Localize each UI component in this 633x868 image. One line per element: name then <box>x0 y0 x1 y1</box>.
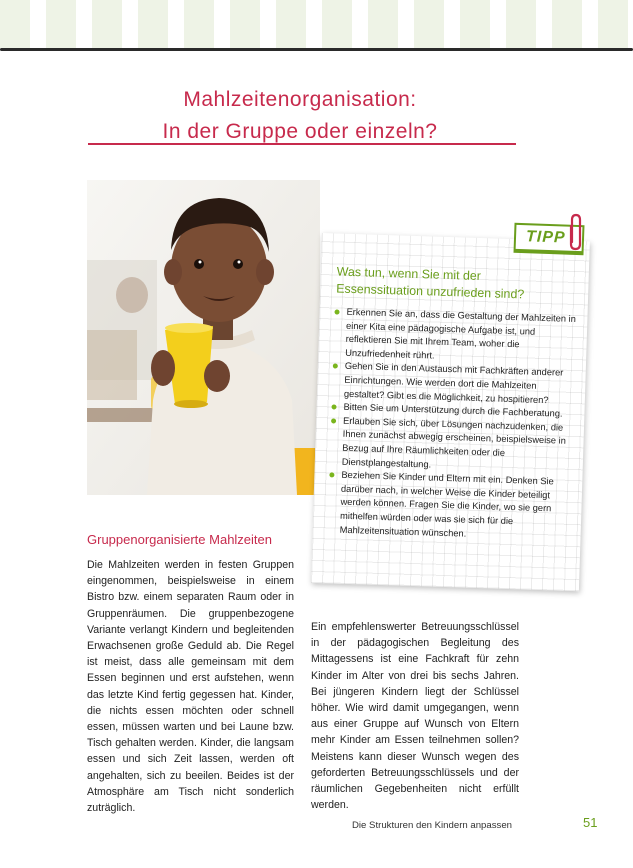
tip-question <box>336 263 577 305</box>
tip-list-item: Bitten Sie um Unterstützung durch die Fachberatung. <box>330 401 574 422</box>
title-underline <box>88 143 516 145</box>
page-title-line-1: Mahlzeitenorganisation: <box>183 88 417 111</box>
photo-child-drinking <box>87 180 320 495</box>
tip-list <box>326 305 577 544</box>
tip-question-line-2: Essenssituation unzufrieden sind? <box>336 281 525 302</box>
tip-badge: TIPP <box>513 223 584 255</box>
photo-child-drinking-icon <box>87 180 320 495</box>
tip-list-item: Gehen Sie in den Austausch mit Fachkräften anderer Einrichtungen. Wie werden dort die Mahlzeiten gestaltet? Gibt es die Möglichkeit, zu hospitieren? <box>331 360 576 408</box>
tip-list-item: Beziehen Sie Kinder und Eltern mit ein. Denken Sie darüber nach, in welcher Weise die Kinder beteiligt werden können. Fragen Sie die Kinder, wo sie gern mithelfen würden oder was sie sich für die Mahlzeitensituation wünschen. <box>326 468 572 544</box>
footer-chapter-title: Die Strukturen den Kindern anpassen <box>352 820 512 831</box>
body-paragraph-left: Die Mahlzeiten werden in festen Gruppen eingenommen, beispielsweise in einem Bistro bzw. einem separaten Raum oder in Gruppenräumen. Die gruppenbezogene Variante verlangt Kindern und begleitenden Erwachsenen große Geduld ab. Die Regel ist meist, dass alle gemeinsam mit dem Essen beginnen und erst aufstehen, wenn das letzte Kind fertig gegessen hat. Kinder, die nichts essen möchten oder schnell essen, müssen warten und bei Laune bzw. Tisch gehalten werden. Kinder, die langsam essen und sich Zeit lassen, werden oft angehalten, sich zu beeilen. Beides ist der Atmosphäre am Tisch nicht sonderlich zuträglich. <box>87 559 294 815</box>
top-stripe-band <box>0 0 633 48</box>
tip-list-item: Erkennen Sie an, dass die Gestaltung der Mahlzeiten in einer Kita eine pädagogische Aufgabe ist, und reflektieren Sie mit Ihrem Team, woher die Unzufriedenheit rührt. <box>332 305 578 367</box>
tip-list-item: Erlauben Sie sich, über Lösungen nachzudenken, die Ihnen zunächst abwegig erscheinen, beispielsweise in Bezug auf Ihre Räumlichkeiten oder die Dienstplangestaltung. <box>329 414 575 476</box>
page-number: 51 <box>583 815 598 830</box>
tip-question-line-1: Was tun, wenn Sie mit der <box>336 264 482 284</box>
page-title <box>80 84 520 148</box>
page-title-line-2: In der Gruppe oder einzeln? <box>162 120 438 143</box>
section-heading: Gruppenorganisierte Mahlzeiten <box>87 532 272 547</box>
body-paragraph-right: Ein empfehlenswerter Betreuungsschlüssel in der pädagogischen Begleitung des Mittagessens ist eine Fachkraft für zehn Kinder im Alter von drei bis sechs Jahren. Bei jüngeren Kindern liegt der Schlüssel höher. Wie wird damit umgegangen, wenn aus einer Gruppe auf Wunsch von Eltern mehr Kinder am Essen teilnehmen sollen? Meistens kann dieser Wunsch wegen des geforderten Betreuungsschlüssels und der räumlichen Gegebenheiten nicht erfüllt werden. <box>311 621 519 812</box>
tip-card <box>311 233 590 591</box>
paperclip-icon <box>565 212 587 252</box>
top-rule <box>0 48 633 51</box>
